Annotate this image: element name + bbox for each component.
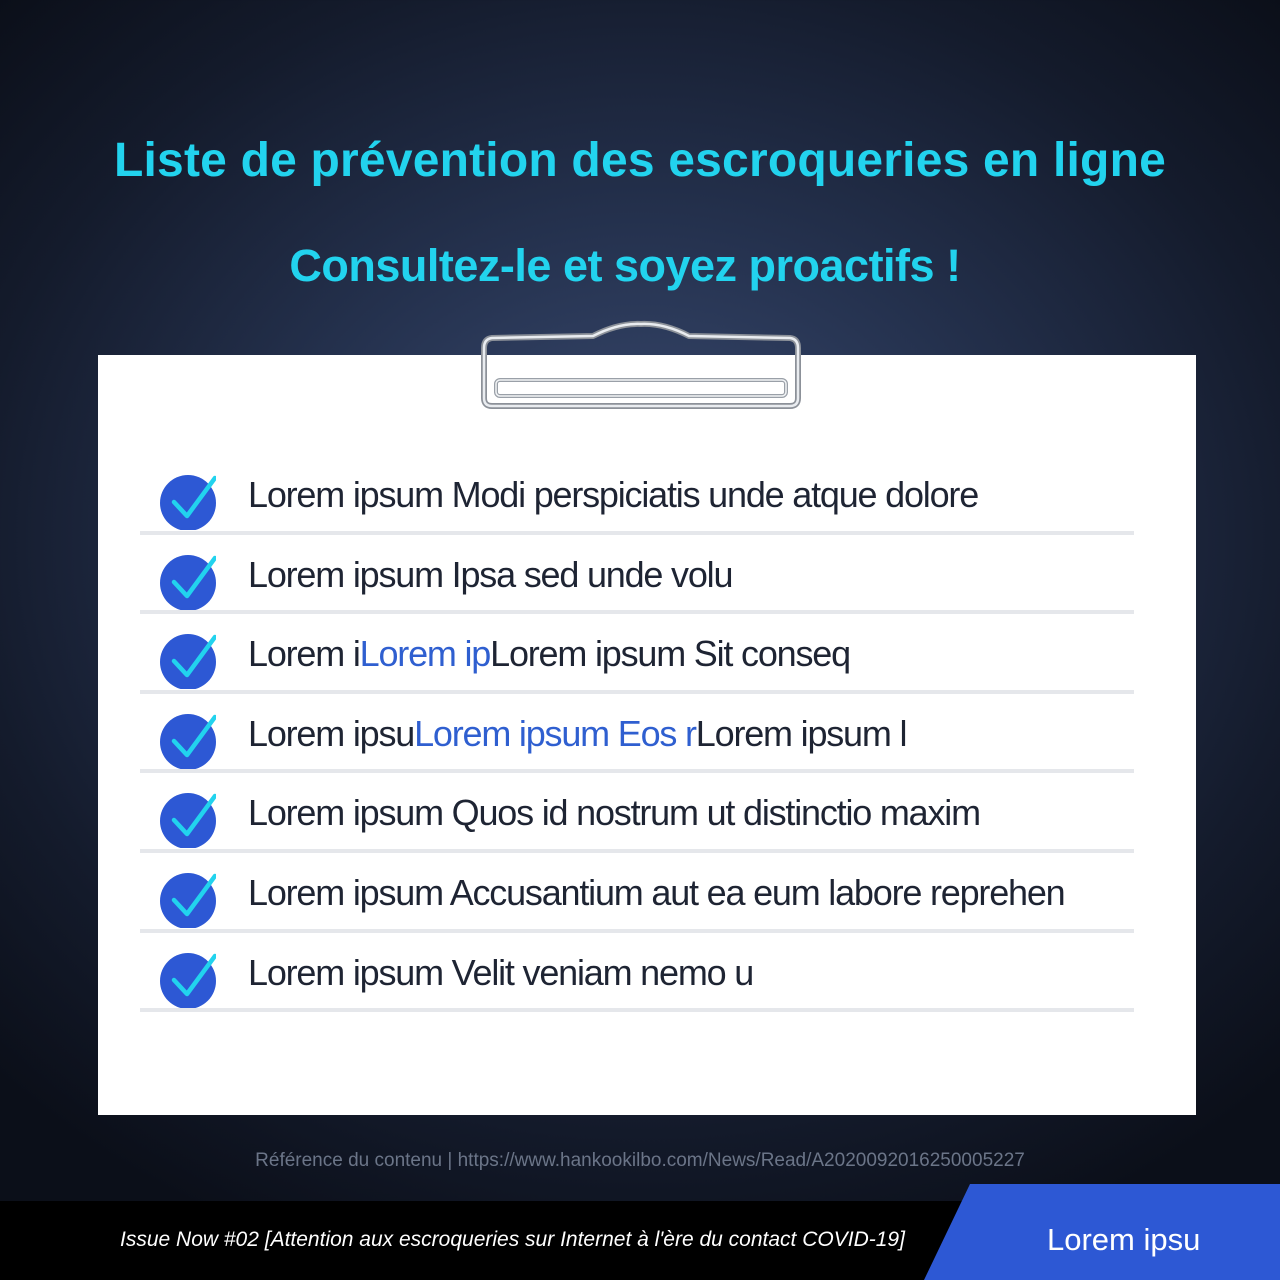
checklist <box>140 455 1134 1012</box>
checklist-item-text <box>248 952 753 994</box>
checkmark-circle-icon <box>160 474 216 530</box>
item-text-part: Lorem ipsum l <box>695 712 907 754</box>
checkmark-circle-icon <box>160 792 216 848</box>
checkmark-circle-icon <box>160 633 216 689</box>
checklist-item <box>140 933 1134 1013</box>
corner-tab-label: Lorem ipsu <box>1047 1222 1201 1257</box>
checklist-card <box>98 355 1196 1115</box>
highlighted-text: Lorem ipsum Eos r <box>414 712 696 754</box>
checklist-item-text <box>248 554 732 596</box>
content-reference: Référence du contenu | https://www.hankookilbo.com/News/Read/A2020092016250005227 <box>255 1150 1025 1171</box>
checklist-item-text <box>248 713 906 755</box>
page-subtitle: Consultez-le et soyez proactifs ! <box>289 240 961 291</box>
checkmark-circle-icon <box>160 952 216 1008</box>
checkmark-circle-icon <box>160 554 216 610</box>
checklist-item <box>140 455 1134 535</box>
item-text-part: Lorem ipsum Velit veniam nemo u <box>248 951 754 993</box>
item-text-part: Lorem ipsum Accusantium aut ea eum labore reprehen <box>248 871 1065 913</box>
checklist-item <box>140 694 1134 774</box>
checklist-item <box>140 614 1134 694</box>
checklist-item-text <box>248 633 850 675</box>
item-text-part: Lorem ipsum Ipsa sed unde volu <box>248 553 733 595</box>
item-text-part: Lorem ipsum Quos id nostrum ut distinctio maxim <box>248 792 980 834</box>
checkmark-circle-icon <box>160 713 216 769</box>
checklist-item-text <box>248 474 978 516</box>
checklist-item-text <box>248 792 980 834</box>
checklist-item <box>140 773 1134 853</box>
checklist-item <box>140 853 1134 933</box>
clipboard-clip-icon <box>478 318 804 414</box>
checklist-item <box>140 535 1134 615</box>
item-text-part: Lorem i <box>248 633 360 675</box>
issue-title: Issue Now #02 [Attention aux escroqueries sur Internet à l'ère du contact COVID-19] <box>120 1228 905 1251</box>
item-text-part: Lorem ipsu <box>248 712 415 754</box>
page-title: Liste de prévention des escroqueries en ligne <box>114 134 1166 187</box>
checkmark-circle-icon <box>160 872 216 928</box>
checklist-item-text <box>248 872 1064 914</box>
item-text-part: Lorem ipsum Modi perspiciatis unde atque dolore <box>248 474 979 515</box>
item-text-part: Lorem ipsum Sit conseq <box>490 633 850 675</box>
highlighted-text: Lorem ip <box>359 633 491 675</box>
